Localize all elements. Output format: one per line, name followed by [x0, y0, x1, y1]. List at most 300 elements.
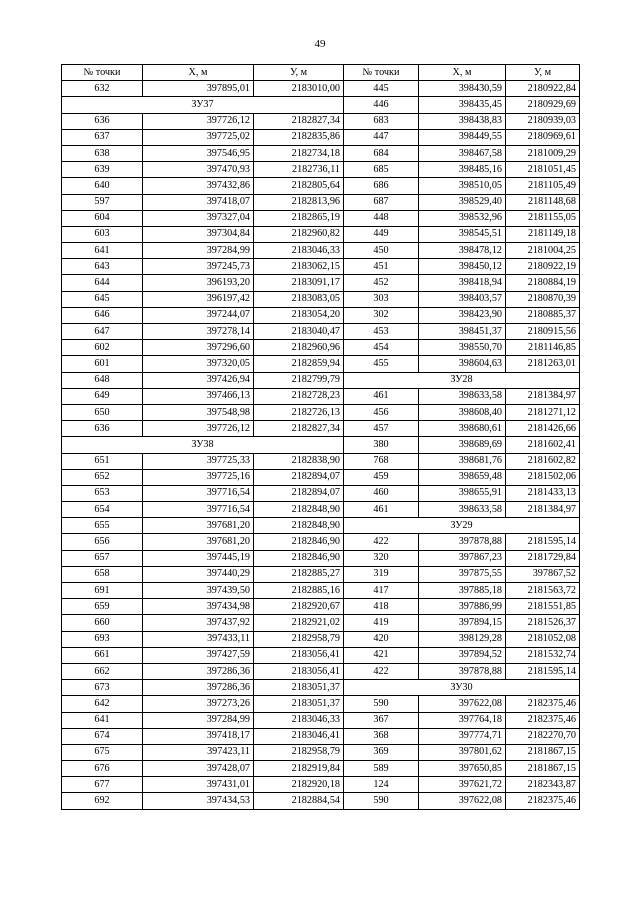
point-number-cell: 417 [344, 583, 419, 599]
page-number: 49 [314, 38, 326, 50]
x-coordinate-cell: 398681,76 [419, 453, 506, 469]
x-coordinate-cell: 397296,60 [143, 340, 254, 356]
x-coordinate-cell: 397894,15 [419, 615, 506, 631]
point-number-cell: 644 [62, 275, 143, 291]
x-coordinate-cell: 397427,59 [143, 647, 254, 663]
y-coordinate-cell: 2181433,13 [506, 485, 580, 501]
x-coordinate-cell: 398435,45 [419, 97, 506, 113]
x-coordinate-cell: 398608,40 [419, 404, 506, 420]
x-coordinate-cell: 398129,28 [419, 631, 506, 647]
y-coordinate-cell: 2182799,79 [254, 372, 344, 388]
header-x: X, м [419, 65, 506, 81]
x-coordinate-cell: 397245,73 [143, 259, 254, 275]
table-row [62, 502, 580, 518]
y-coordinate-cell: 2180922,19 [506, 259, 580, 275]
point-number-cell: 640 [62, 178, 143, 194]
table-row [62, 145, 580, 161]
point-number-cell: 457 [344, 421, 419, 437]
y-coordinate-cell: 2182848,90 [254, 502, 344, 518]
point-number-cell: 651 [62, 453, 143, 469]
x-coordinate-cell: 398545,51 [419, 226, 506, 242]
x-coordinate-cell: 397622,08 [419, 696, 506, 712]
table-row [62, 696, 580, 712]
y-coordinate-cell: 397867,52 [506, 566, 580, 582]
y-coordinate-cell: 2181384,97 [506, 388, 580, 404]
point-number-cell: 693 [62, 631, 143, 647]
x-coordinate-cell: 398633,58 [419, 502, 506, 518]
y-coordinate-cell: 2181052,08 [506, 631, 580, 647]
y-coordinate-cell: 2182885,16 [254, 583, 344, 599]
table-row [62, 615, 580, 631]
y-coordinate-cell: 2180884,19 [506, 275, 580, 291]
x-coordinate-cell: 397716,54 [143, 485, 254, 501]
point-number-cell: 420 [344, 631, 419, 647]
y-coordinate-cell: 2182375,46 [506, 793, 580, 809]
point-number-cell: 673 [62, 680, 143, 696]
y-coordinate-cell: 2181149,18 [506, 226, 580, 242]
point-number-cell: 601 [62, 356, 143, 372]
table-row [62, 631, 580, 647]
x-coordinate-cell: 397418,17 [143, 728, 254, 744]
y-coordinate-cell: 2182859,94 [254, 356, 344, 372]
x-coordinate-cell: 397286,36 [143, 663, 254, 679]
point-number-cell: 368 [344, 728, 419, 744]
point-number-cell: 380 [344, 437, 419, 453]
y-coordinate-cell: 2181867,15 [506, 761, 580, 777]
y-coordinate-cell: 2181004,25 [506, 243, 580, 259]
y-coordinate-cell: 2181051,45 [506, 162, 580, 178]
x-coordinate-cell: 397434,53 [143, 793, 254, 809]
x-coordinate-cell: 397439,50 [143, 583, 254, 599]
x-coordinate-cell: 397546,95 [143, 145, 254, 161]
x-coordinate-cell: 397725,02 [143, 129, 254, 145]
y-coordinate-cell: 2182375,46 [506, 712, 580, 728]
y-coordinate-cell: 2182846,90 [254, 534, 344, 550]
y-coordinate-cell: 2183046,41 [254, 728, 344, 744]
x-coordinate-cell: 398659,48 [419, 469, 506, 485]
point-number-cell: 459 [344, 469, 419, 485]
point-number-cell: 303 [344, 291, 419, 307]
table-row [62, 113, 580, 129]
point-number-cell: 602 [62, 340, 143, 356]
table-row [62, 453, 580, 469]
table-row [62, 210, 580, 226]
y-coordinate-cell: 2181426,66 [506, 421, 580, 437]
y-coordinate-cell: 2181271,12 [506, 404, 580, 420]
x-coordinate-cell: 397548,98 [143, 404, 254, 420]
x-coordinate-cell: 397716,54 [143, 502, 254, 518]
table-row [62, 275, 580, 291]
y-coordinate-cell: 2183091,17 [254, 275, 344, 291]
y-coordinate-cell: 2181551,85 [506, 599, 580, 615]
y-coordinate-cell: 2182885,27 [254, 566, 344, 582]
y-coordinate-cell: 2181595,14 [506, 534, 580, 550]
section-title: ЗУ37 [62, 97, 344, 113]
y-coordinate-cell: 2182375,46 [506, 696, 580, 712]
table-row [62, 712, 580, 728]
y-coordinate-cell: 2183046,33 [254, 243, 344, 259]
y-coordinate-cell: 2181502,06 [506, 469, 580, 485]
y-coordinate-cell: 2181602,41 [506, 437, 580, 453]
table-row [62, 356, 580, 372]
x-coordinate-cell: 398451,37 [419, 324, 506, 340]
y-coordinate-cell: 2180929,69 [506, 97, 580, 113]
x-coordinate-cell: 397774,71 [419, 728, 506, 744]
x-coordinate-cell: 397320,05 [143, 356, 254, 372]
point-number-cell: 603 [62, 226, 143, 242]
point-number-cell: 641 [62, 243, 143, 259]
point-number-cell: 590 [344, 696, 419, 712]
y-coordinate-cell: 2181263,01 [506, 356, 580, 372]
coordinates-table [61, 64, 580, 810]
y-coordinate-cell: 2183083,05 [254, 291, 344, 307]
y-coordinate-cell: 2182835,86 [254, 129, 344, 145]
y-coordinate-cell: 2181595,14 [506, 663, 580, 679]
table-row [62, 761, 580, 777]
y-coordinate-cell: 2183010,00 [254, 81, 344, 97]
x-coordinate-cell: 397878,88 [419, 534, 506, 550]
table-row [62, 518, 580, 534]
point-number-cell: 597 [62, 194, 143, 210]
x-coordinate-cell: 397466,13 [143, 388, 254, 404]
point-number-cell: 456 [344, 404, 419, 420]
point-number-cell: 452 [344, 275, 419, 291]
x-coordinate-cell: 397681,20 [143, 534, 254, 550]
header-y: У, м [506, 65, 580, 81]
x-coordinate-cell: 397895,01 [143, 81, 254, 97]
y-coordinate-cell: 2181532,74 [506, 647, 580, 663]
x-coordinate-cell: 398510,05 [419, 178, 506, 194]
table-row [62, 259, 580, 275]
point-number-cell: 655 [62, 518, 143, 534]
header-y: У, м [254, 65, 344, 81]
y-coordinate-cell: 2182827,34 [254, 421, 344, 437]
point-number-cell: 683 [344, 113, 419, 129]
point-number-cell: 647 [62, 324, 143, 340]
table-row [62, 129, 580, 145]
point-number-cell: 418 [344, 599, 419, 615]
table-row [62, 744, 580, 760]
point-number-cell: 461 [344, 502, 419, 518]
x-coordinate-cell: 397278,14 [143, 324, 254, 340]
x-coordinate-cell: 398529,40 [419, 194, 506, 210]
x-coordinate-cell: 398418,94 [419, 275, 506, 291]
x-coordinate-cell: 396193,20 [143, 275, 254, 291]
x-coordinate-cell: 397725,16 [143, 469, 254, 485]
y-coordinate-cell: 2182813,96 [254, 194, 344, 210]
x-coordinate-cell: 397622,08 [419, 793, 506, 809]
x-coordinate-cell: 397423,11 [143, 744, 254, 760]
point-number-cell: 659 [62, 599, 143, 615]
point-number-cell: 453 [344, 324, 419, 340]
x-coordinate-cell: 398478,12 [419, 243, 506, 259]
table-row [62, 583, 580, 599]
y-coordinate-cell: 2183062,15 [254, 259, 344, 275]
x-coordinate-cell: 398423,90 [419, 307, 506, 323]
y-coordinate-cell: 2182865,19 [254, 210, 344, 226]
y-coordinate-cell: 2182919,84 [254, 761, 344, 777]
table-row [62, 485, 580, 501]
table-row [62, 404, 580, 420]
x-coordinate-cell: 397621,72 [419, 777, 506, 793]
table-row [62, 340, 580, 356]
y-coordinate-cell: 2182270,70 [506, 728, 580, 744]
x-coordinate-cell: 397875,55 [419, 566, 506, 582]
x-coordinate-cell: 397304,84 [143, 226, 254, 242]
x-coordinate-cell: 398403,57 [419, 291, 506, 307]
point-number-cell: 657 [62, 550, 143, 566]
point-number-cell: 455 [344, 356, 419, 372]
point-number-cell: 450 [344, 243, 419, 259]
table-row [62, 162, 580, 178]
point-number-cell: 422 [344, 663, 419, 679]
y-coordinate-cell: 2182846,90 [254, 550, 344, 566]
y-coordinate-cell: 2183040,47 [254, 324, 344, 340]
point-number-cell: 632 [62, 81, 143, 97]
point-number-cell: 686 [344, 178, 419, 194]
x-coordinate-cell: 398430,59 [419, 81, 506, 97]
point-number-cell: 419 [344, 615, 419, 631]
point-number-cell: 642 [62, 696, 143, 712]
y-coordinate-cell: 2181867,15 [506, 744, 580, 760]
point-number-cell: 449 [344, 226, 419, 242]
point-number-cell: 319 [344, 566, 419, 582]
y-coordinate-cell: 2180969,61 [506, 129, 580, 145]
x-coordinate-cell: 397440,29 [143, 566, 254, 582]
x-coordinate-cell: 398550,70 [419, 340, 506, 356]
point-number-cell: 320 [344, 550, 419, 566]
x-coordinate-cell: 397432,86 [143, 178, 254, 194]
x-coordinate-cell: 398485,16 [419, 162, 506, 178]
y-coordinate-cell: 2181009,29 [506, 145, 580, 161]
x-coordinate-cell: 397426,94 [143, 372, 254, 388]
y-coordinate-cell: 2182848,90 [254, 518, 344, 534]
x-coordinate-cell: 397437,92 [143, 615, 254, 631]
y-coordinate-cell: 2180885,37 [506, 307, 580, 323]
point-number-cell: 369 [344, 744, 419, 760]
y-coordinate-cell: 2182884,54 [254, 793, 344, 809]
table-row [62, 728, 580, 744]
x-coordinate-cell: 398689,69 [419, 437, 506, 453]
point-number-cell: 658 [62, 566, 143, 582]
y-coordinate-cell: 2183056,41 [254, 647, 344, 663]
y-coordinate-cell: 2182920,67 [254, 599, 344, 615]
table-row [62, 680, 580, 696]
point-number-cell: 445 [344, 81, 419, 97]
y-coordinate-cell: 2182920,18 [254, 777, 344, 793]
x-coordinate-cell: 398532,96 [419, 210, 506, 226]
point-number-cell: 461 [344, 388, 419, 404]
y-coordinate-cell: 2182960,96 [254, 340, 344, 356]
section-title: ЗУ28 [344, 372, 580, 388]
point-number-cell: 692 [62, 793, 143, 809]
y-coordinate-cell: 2180870,39 [506, 291, 580, 307]
y-coordinate-cell: 2182734,18 [254, 145, 344, 161]
y-coordinate-cell: 2181563,72 [506, 583, 580, 599]
table-row [62, 777, 580, 793]
x-coordinate-cell: 397445,19 [143, 550, 254, 566]
x-coordinate-cell: 397418,07 [143, 194, 254, 210]
x-coordinate-cell: 398438,83 [419, 113, 506, 129]
point-number-cell: 451 [344, 259, 419, 275]
table-row [62, 291, 580, 307]
y-coordinate-cell: 2181729,84 [506, 550, 580, 566]
point-number-cell: 448 [344, 210, 419, 226]
y-coordinate-cell: 2183056,41 [254, 663, 344, 679]
point-number-cell: 454 [344, 340, 419, 356]
x-coordinate-cell: 398467,58 [419, 145, 506, 161]
point-number-cell: 446 [344, 97, 419, 113]
point-number-cell: 641 [62, 712, 143, 728]
y-coordinate-cell: 2183046,33 [254, 712, 344, 728]
y-coordinate-cell: 2182958,79 [254, 744, 344, 760]
point-number-cell: 653 [62, 485, 143, 501]
x-coordinate-cell: 397764,18 [419, 712, 506, 728]
point-number-cell: 589 [344, 761, 419, 777]
table-row [62, 663, 580, 679]
x-coordinate-cell: 397470,93 [143, 162, 254, 178]
x-coordinate-cell: 397434,98 [143, 599, 254, 615]
point-number-cell: 685 [344, 162, 419, 178]
x-coordinate-cell: 397867,23 [419, 550, 506, 566]
table-row [62, 566, 580, 582]
table-row [62, 550, 580, 566]
point-number-cell: 646 [62, 307, 143, 323]
table-row [62, 372, 580, 388]
y-coordinate-cell: 2181146,85 [506, 340, 580, 356]
x-coordinate-cell: 397681,20 [143, 518, 254, 534]
point-number-cell: 660 [62, 615, 143, 631]
x-coordinate-cell: 397885,18 [419, 583, 506, 599]
point-number-cell: 675 [62, 744, 143, 760]
x-coordinate-cell: 398449,55 [419, 129, 506, 145]
x-coordinate-cell: 397894,52 [419, 647, 506, 663]
x-coordinate-cell: 398633,58 [419, 388, 506, 404]
point-number-cell: 674 [62, 728, 143, 744]
point-number-cell: 643 [62, 259, 143, 275]
point-number-cell: 302 [344, 307, 419, 323]
table-row [62, 421, 580, 437]
x-coordinate-cell: 397284,99 [143, 243, 254, 259]
y-coordinate-cell: 2182958,79 [254, 631, 344, 647]
table-row [62, 226, 580, 242]
point-number-cell: 637 [62, 129, 143, 145]
point-number-cell: 590 [344, 793, 419, 809]
x-coordinate-cell: 397650,85 [419, 761, 506, 777]
x-coordinate-cell: 397431,01 [143, 777, 254, 793]
y-coordinate-cell: 2181105,49 [506, 178, 580, 194]
point-number-cell: 604 [62, 210, 143, 226]
x-coordinate-cell: 397886,99 [419, 599, 506, 615]
table-row [62, 243, 580, 259]
x-coordinate-cell: 398604,63 [419, 356, 506, 372]
table-row [62, 81, 580, 97]
x-coordinate-cell: 398450,12 [419, 259, 506, 275]
y-coordinate-cell: 2181602,82 [506, 453, 580, 469]
y-coordinate-cell: 2183051,37 [254, 696, 344, 712]
point-number-cell: 662 [62, 663, 143, 679]
x-coordinate-cell: 397726,12 [143, 421, 254, 437]
point-number-cell: 636 [62, 113, 143, 129]
point-number-cell: 124 [344, 777, 419, 793]
table-row [62, 534, 580, 550]
point-number-cell: 447 [344, 129, 419, 145]
point-number-cell: 661 [62, 647, 143, 663]
point-number-cell: 421 [344, 647, 419, 663]
y-coordinate-cell: 2182960,82 [254, 226, 344, 242]
x-coordinate-cell: 397801,62 [419, 744, 506, 760]
point-number-cell: 691 [62, 583, 143, 599]
point-number-cell: 687 [344, 194, 419, 210]
header-point-number: № точки [62, 65, 143, 81]
y-coordinate-cell: 2183051,37 [254, 680, 344, 696]
table-row [62, 469, 580, 485]
y-coordinate-cell: 2182726,13 [254, 404, 344, 420]
y-coordinate-cell: 2181384,97 [506, 502, 580, 518]
x-coordinate-cell: 398655,91 [419, 485, 506, 501]
y-coordinate-cell: 2182728,23 [254, 388, 344, 404]
section-title: ЗУ30 [344, 680, 580, 696]
header-x: X, м [143, 65, 254, 81]
section-title: ЗУ38 [62, 437, 344, 453]
y-coordinate-cell: 2181155,05 [506, 210, 580, 226]
table-header-row [62, 65, 580, 81]
section-title: ЗУ29 [344, 518, 580, 534]
y-coordinate-cell: 2182921,02 [254, 615, 344, 631]
x-coordinate-cell: 397433,11 [143, 631, 254, 647]
x-coordinate-cell: 397244,07 [143, 307, 254, 323]
x-coordinate-cell: 398680,61 [419, 421, 506, 437]
x-coordinate-cell: 396197,42 [143, 291, 254, 307]
point-number-cell: 684 [344, 145, 419, 161]
x-coordinate-cell: 397286,36 [143, 680, 254, 696]
y-coordinate-cell: 2182838,90 [254, 453, 344, 469]
point-number-cell: 367 [344, 712, 419, 728]
header-point-number: № точки [344, 65, 419, 81]
table-row [62, 647, 580, 663]
point-number-cell: 460 [344, 485, 419, 501]
y-coordinate-cell: 2182894,07 [254, 485, 344, 501]
y-coordinate-cell: 2180922,84 [506, 81, 580, 97]
point-number-cell: 636 [62, 421, 143, 437]
table-row [62, 307, 580, 323]
point-number-cell: 656 [62, 534, 143, 550]
point-number-cell: 422 [344, 534, 419, 550]
table-row [62, 388, 580, 404]
y-coordinate-cell: 2180915,56 [506, 324, 580, 340]
table-row [62, 97, 580, 113]
point-number-cell: 676 [62, 761, 143, 777]
y-coordinate-cell: 2182805,64 [254, 178, 344, 194]
point-number-cell: 638 [62, 145, 143, 161]
y-coordinate-cell: 2183054,20 [254, 307, 344, 323]
point-number-cell: 768 [344, 453, 419, 469]
y-coordinate-cell: 2182736,11 [254, 162, 344, 178]
point-number-cell: 639 [62, 162, 143, 178]
x-coordinate-cell: 397327,04 [143, 210, 254, 226]
x-coordinate-cell: 397273,26 [143, 696, 254, 712]
x-coordinate-cell: 397878,88 [419, 663, 506, 679]
point-number-cell: 654 [62, 502, 143, 518]
point-number-cell: 652 [62, 469, 143, 485]
y-coordinate-cell: 2182343,87 [506, 777, 580, 793]
point-number-cell: 677 [62, 777, 143, 793]
y-coordinate-cell: 2182827,34 [254, 113, 344, 129]
x-coordinate-cell: 397284,99 [143, 712, 254, 728]
table-row [62, 324, 580, 340]
y-coordinate-cell: 2181526,37 [506, 615, 580, 631]
table-row [62, 437, 580, 453]
